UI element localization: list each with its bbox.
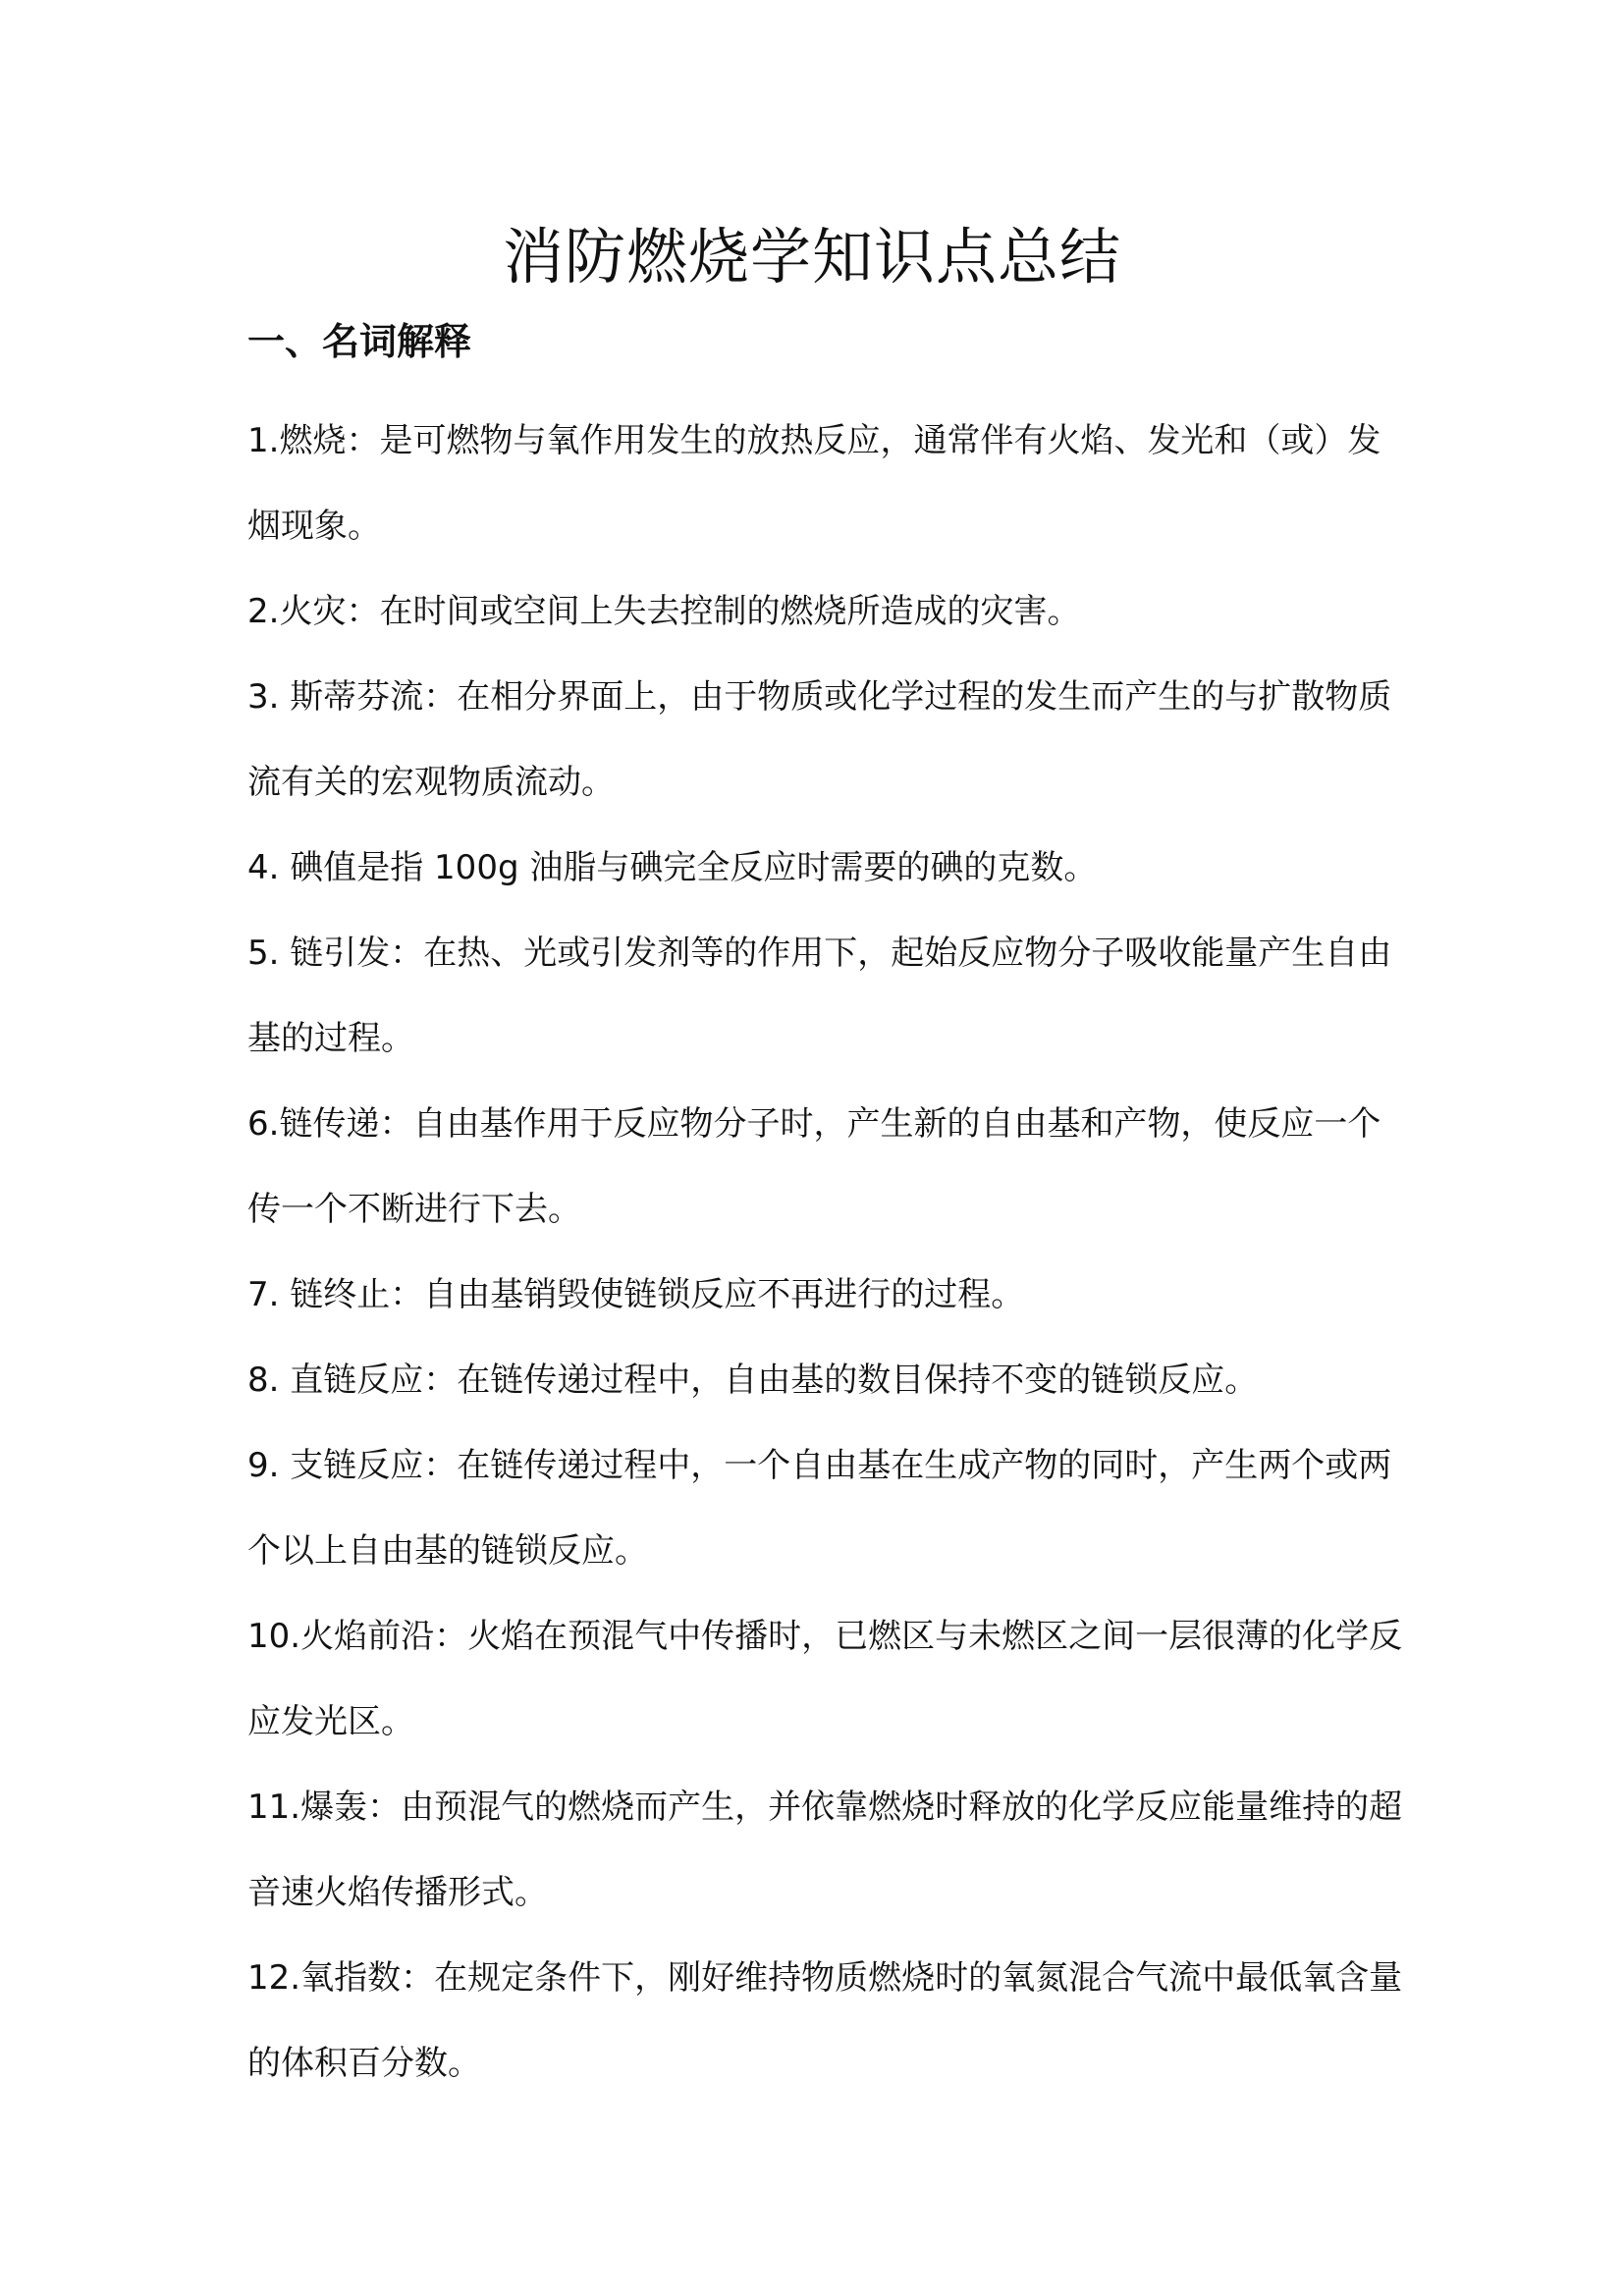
text-line: 9. 支链反应：在链传递过程中，一个自由基在生成产物的同时，产生两个或两 bbox=[247, 1446, 1392, 1485]
text-line: 10.火焰前沿：火焰在预混气中传播时，已燃区与未燃区之间一层很薄的化学反 bbox=[247, 1617, 1403, 1656]
text-line: 7. 链终止：自由基销毁使链锁反应不再进行的过程。 bbox=[247, 1275, 1025, 1314]
text-line: 4. 碘值是指 100g 油脂与碘完全反应时需要的碘的克数。 bbox=[247, 848, 1098, 887]
text-line: 1.燃烧：是可燃物与氧作用发生的放热反应，通常伴有火焰、发光和（或）发 bbox=[247, 421, 1381, 460]
text-line: 的体积百分数。 bbox=[247, 2044, 481, 2083]
text-line: 12.氧指数：在规定条件下，刚好维持物质燃烧时的氧氮混合气流中最低氧含量 bbox=[247, 1958, 1403, 1998]
text-line: 个以上自由基的链锁反应。 bbox=[247, 1531, 648, 1571]
definition-list bbox=[247, 399, 1403, 2107]
text-line: 11.爆轰：由预混气的燃烧而产生，并依靠燃烧时释放的化学反应能量维持的超 bbox=[247, 1788, 1403, 1827]
text-line: 烟现象。 bbox=[247, 507, 381, 546]
text-line: 2.火灾：在时间或空间上失去控制的燃烧所造成的灾害。 bbox=[247, 592, 1081, 631]
text-line: 流有关的宏观物质流动。 bbox=[247, 763, 615, 802]
document-title: 消防燃烧学知识点总结 bbox=[502, 221, 1121, 293]
text-line: 基的过程。 bbox=[247, 1019, 414, 1058]
text-line: 6.链传递：自由基作用于反应物分子时，产生新的自由基和产物，使反应一个 bbox=[247, 1104, 1381, 1144]
text-line: 5. 链引发：在热、光或引发剂等的作用下，起始反应物分子吸收能量产生自由 bbox=[247, 934, 1392, 973]
section-heading: 一、名词解释 bbox=[247, 320, 472, 363]
text-line: 传一个不断进行下去。 bbox=[247, 1190, 581, 1229]
text-line: 3. 斯蒂芬流：在相分界面上，由于物质或化学过程的发生而产生的与扩散物质 bbox=[247, 677, 1392, 717]
text-line: 8. 直链反应：在链传递过程中，自由基的数目保持不变的链锁反应。 bbox=[247, 1361, 1259, 1400]
text-line: 音速火焰传播形式。 bbox=[247, 1873, 548, 1912]
text-line: 应发光区。 bbox=[247, 1702, 414, 1741]
